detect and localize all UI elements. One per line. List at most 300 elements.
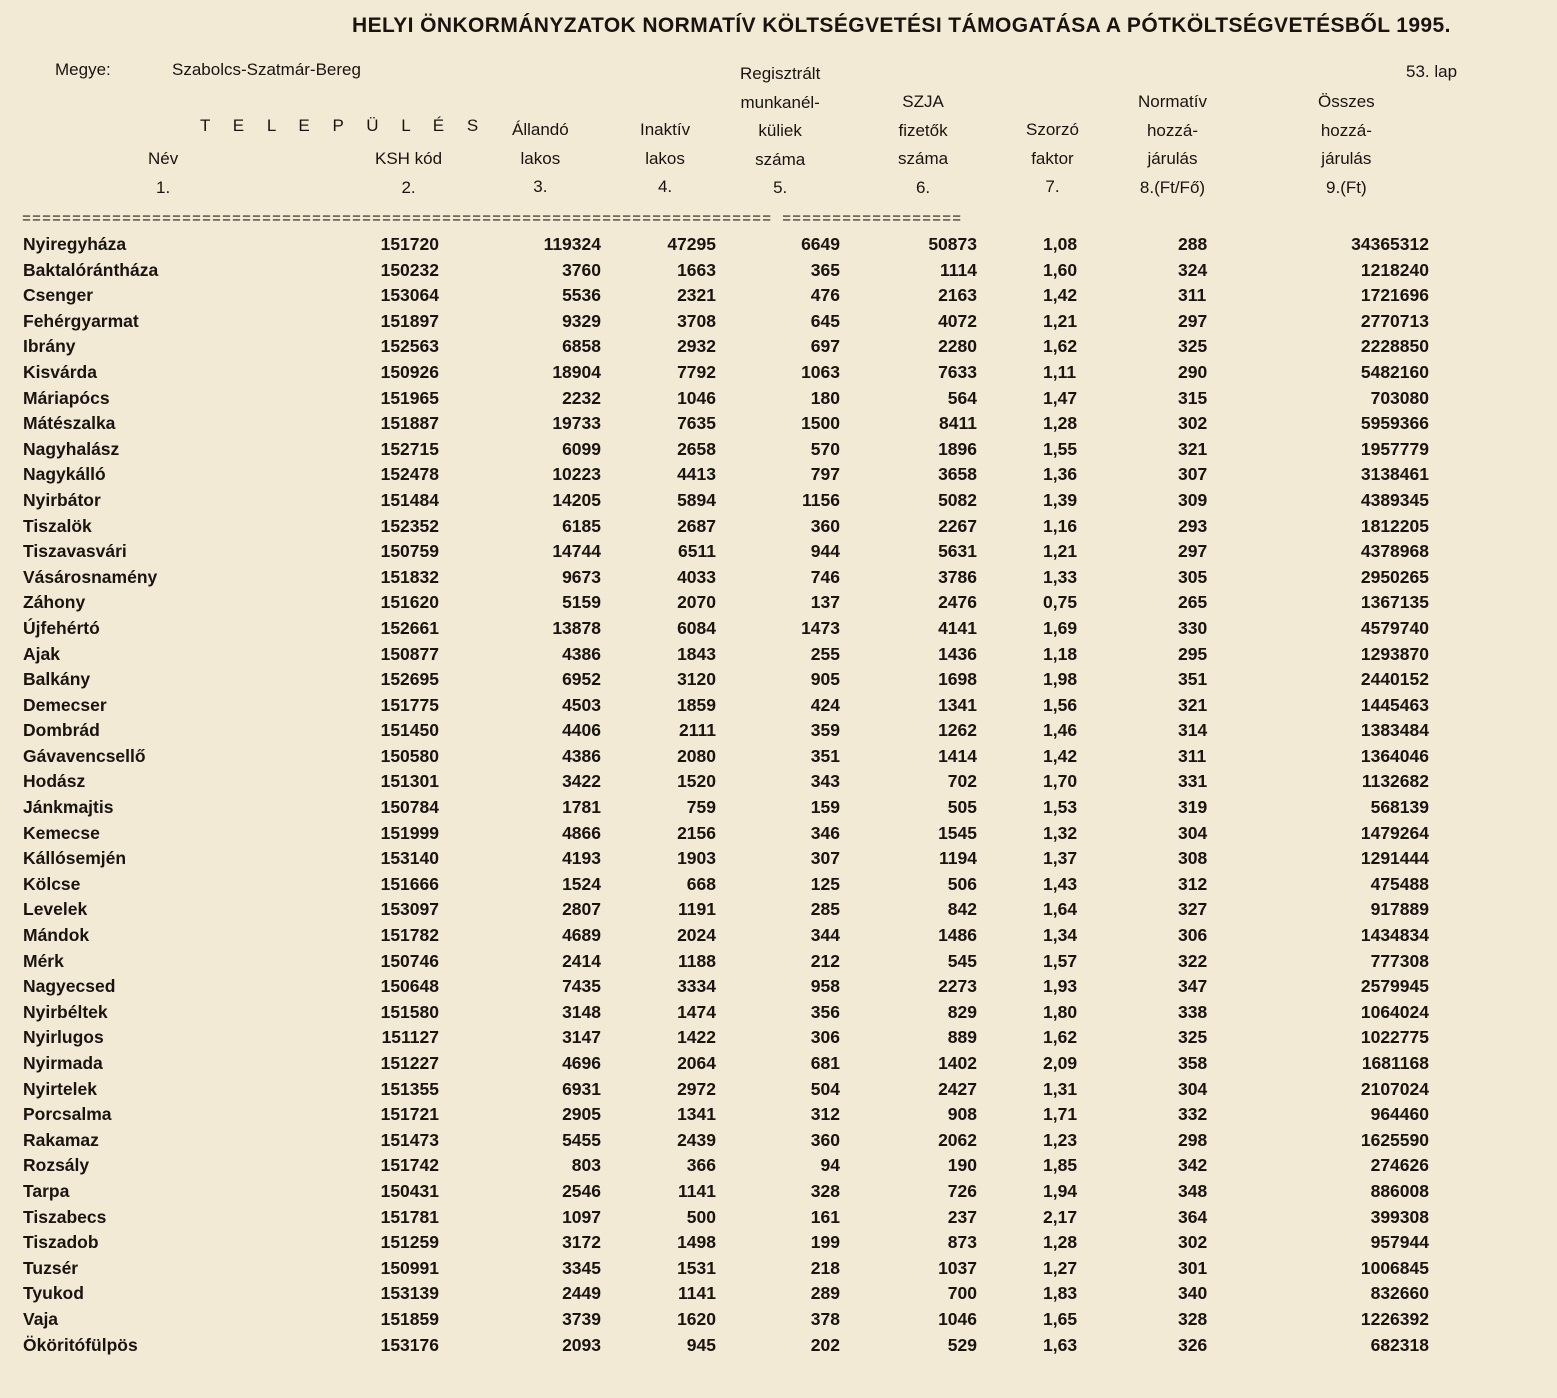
multiplier-factor: 1,62: [1043, 1027, 1078, 1048]
permanent-residents: 2232: [562, 387, 601, 408]
normative-contribution: 327: [1178, 899, 1208, 920]
inactive-residents: 2070: [677, 592, 716, 613]
normative-contribution: 338: [1178, 1001, 1208, 1022]
unemployed-count: 476: [810, 285, 840, 306]
permanent-residents: 4193: [562, 848, 601, 869]
permanent-residents: 4503: [562, 694, 601, 715]
col-header-label: Inaktív: [640, 120, 691, 139]
col-header-label: Normatív: [1138, 92, 1207, 111]
table-row: [0, 616, 1557, 642]
unemployed-count: 212: [810, 950, 840, 971]
unemployed-count: 645: [810, 310, 840, 331]
settlement-name: Jánkmajtis: [23, 797, 114, 818]
szja-payers: 506: [947, 873, 977, 894]
unemployed-count: 1473: [801, 617, 840, 638]
permanent-residents: 6858: [562, 336, 601, 357]
total-contribution: 1434834: [1360, 925, 1429, 946]
settlement-name: Nagyhalász: [23, 438, 120, 459]
total-contribution: 1957779: [1360, 438, 1429, 459]
table-row: [0, 565, 1557, 591]
ksh-code: 151999: [380, 822, 439, 843]
multiplier-factor: 1,36: [1043, 464, 1078, 485]
normative-contribution: 304: [1178, 822, 1208, 843]
multiplier-factor: 1,83: [1043, 1283, 1078, 1304]
settlement-name: Nyirlugos: [23, 1027, 104, 1048]
ksh-code: 152563: [380, 336, 439, 357]
ksh-code: 151301: [380, 771, 439, 792]
permanent-residents: 18904: [552, 361, 601, 382]
multiplier-factor: 1,53: [1043, 797, 1078, 818]
normative-contribution: 308: [1178, 848, 1208, 869]
ksh-code: 151355: [380, 1078, 439, 1099]
szja-payers: 2273: [938, 976, 977, 997]
ksh-code: 151832: [380, 566, 439, 587]
inactive-residents: 3708: [677, 310, 716, 331]
ksh-code: 151127: [381, 1027, 439, 1048]
ksh-code: 151484: [380, 489, 439, 510]
unemployed-count: 180: [810, 387, 840, 408]
table-row: [0, 1230, 1557, 1256]
settlement-name: Baktalórántháza: [23, 259, 159, 280]
normative-contribution: 297: [1178, 310, 1208, 331]
multiplier-factor: 1,47: [1043, 387, 1078, 408]
total-contribution: 1479264: [1360, 822, 1429, 843]
multiplier-factor: 1,43: [1043, 873, 1078, 894]
unemployed-count: 797: [810, 464, 840, 485]
normative-contribution: 324: [1178, 259, 1208, 280]
szja-payers: 3658: [938, 464, 977, 485]
szja-payers: 545: [947, 950, 977, 971]
multiplier-factor: 1,42: [1043, 285, 1078, 306]
szja-payers: 702: [947, 771, 977, 792]
settlement-name: Kemecse: [23, 822, 100, 843]
permanent-residents: 9673: [562, 566, 601, 587]
total-contribution: 4378968: [1360, 541, 1429, 562]
permanent-residents: 3172: [562, 1232, 601, 1253]
szja-payers: 5631: [938, 541, 977, 562]
table-row: [0, 1077, 1557, 1103]
total-contribution: 957944: [1370, 1232, 1429, 1253]
normative-contribution: 348: [1178, 1180, 1208, 1201]
multiplier-factor: 1,11: [1043, 361, 1077, 382]
col-header-label: munkanél-: [740, 92, 820, 112]
inactive-residents: 3120: [677, 669, 716, 690]
ksh-code: 153097: [380, 899, 439, 920]
normative-contribution: 340: [1178, 1283, 1208, 1304]
multiplier-factor: 1,80: [1043, 1001, 1078, 1022]
inactive-residents: 1859: [677, 694, 716, 715]
normative-contribution: 295: [1178, 643, 1208, 664]
county-label: Megye:: [55, 60, 111, 79]
szja-payers: 1414: [938, 745, 977, 766]
inactive-residents: 1188: [678, 950, 716, 971]
col-header-label: Regisztrált: [740, 64, 821, 83]
ksh-code: 151965: [380, 387, 439, 408]
settlement-group-label: T E L E P Ü L É S: [200, 116, 488, 135]
normative-contribution: 290: [1178, 361, 1208, 382]
inactive-residents: 1843: [677, 643, 716, 664]
unemployed-count: 905: [810, 669, 840, 690]
permanent-residents: 3147: [562, 1027, 601, 1048]
unemployed-count: 344: [810, 925, 840, 946]
settlement-name: Dombrád: [23, 720, 100, 741]
table-row: [0, 334, 1557, 360]
szja-payers: 505: [947, 797, 977, 818]
settlement-name: Levelek: [23, 899, 88, 920]
table-row: [0, 411, 1557, 437]
ksh-code: 153176: [380, 1334, 439, 1355]
unemployed-count: 343: [810, 771, 840, 792]
szja-payers: 1698: [938, 669, 977, 690]
total-contribution: 886008: [1370, 1180, 1429, 1201]
inactive-residents: 7792: [677, 361, 716, 382]
unemployed-count: 504: [810, 1078, 840, 1099]
normative-contribution: 325: [1178, 336, 1208, 357]
ksh-code: 150746: [380, 950, 439, 971]
inactive-residents: 500: [686, 1206, 716, 1227]
table-row: [0, 360, 1557, 386]
normative-contribution: 301: [1178, 1257, 1208, 1278]
table-row: [0, 846, 1557, 872]
permanent-residents: 6952: [562, 669, 601, 690]
szja-payers: 1545: [938, 822, 977, 843]
col-header-label: fizetők: [898, 120, 948, 140]
inactive-residents: 2687: [677, 515, 716, 536]
permanent-residents: 1781: [562, 797, 601, 818]
unemployed-count: 289: [810, 1283, 840, 1304]
inactive-residents: 1341: [677, 1104, 716, 1125]
inactive-residents: 6084: [677, 617, 716, 638]
permanent-residents: 9329: [562, 310, 601, 331]
inactive-residents: 1498: [677, 1232, 716, 1253]
unemployed-count: 697: [810, 336, 840, 357]
settlement-name: Tyukod: [23, 1283, 84, 1304]
normative-contribution: 347: [1178, 976, 1208, 997]
permanent-residents: 4406: [562, 720, 601, 741]
table-row: [0, 744, 1557, 770]
szja-payers: 1341: [938, 694, 977, 715]
normative-contribution: 297: [1178, 541, 1208, 562]
normative-contribution: 342: [1178, 1155, 1208, 1176]
normative-contribution: 319: [1178, 797, 1208, 818]
col-header-number: 3.: [533, 177, 548, 196]
inactive-residents: 759: [686, 797, 716, 818]
szja-payers: 5082: [938, 489, 977, 510]
col-header-label: száma: [755, 149, 806, 169]
ksh-code: 150232: [380, 259, 439, 280]
table-row: [0, 462, 1557, 488]
settlement-name: Máriapócs: [23, 387, 110, 408]
col-header-label: SZJA: [902, 92, 944, 111]
permanent-residents: 3739: [562, 1308, 601, 1329]
szja-payers: 2163: [938, 285, 977, 306]
col-header-number: 5.: [773, 178, 788, 197]
ksh-code: 153064: [380, 285, 439, 306]
page-number: 53. lap: [1406, 62, 1458, 81]
unemployed-count: 958: [810, 976, 840, 997]
szja-payers: 1486: [938, 925, 977, 946]
inactive-residents: 2024: [677, 925, 716, 946]
normative-contribution: 304: [1178, 1078, 1208, 1099]
multiplier-factor: 1,28: [1043, 1232, 1078, 1253]
settlement-name: Tiszabecs: [23, 1206, 107, 1227]
ksh-code: 152352: [380, 515, 439, 536]
ksh-code: 151781: [380, 1206, 439, 1227]
table-row: [0, 488, 1557, 514]
settlement-name: Újfehértó: [23, 617, 100, 638]
total-contribution: 2950265: [1360, 566, 1429, 587]
normative-contribution: 331: [1178, 771, 1208, 792]
permanent-residents: 5159: [562, 592, 601, 613]
total-contribution: 2228850: [1360, 336, 1429, 357]
col-header-permanent: [512, 116, 569, 202]
unemployed-count: 125: [810, 873, 840, 894]
multiplier-factor: 1,70: [1043, 771, 1078, 792]
inactive-residents: 366: [686, 1155, 716, 1176]
settlement-name: Kállósemjén: [23, 848, 127, 869]
inactive-residents: 1046: [677, 387, 716, 408]
inactive-residents: 1620: [677, 1308, 716, 1329]
settlement-name: Tiszavasvári: [23, 541, 127, 562]
unemployed-count: 1063: [801, 361, 840, 382]
szja-payers: 3786: [938, 566, 977, 587]
normative-contribution: 265: [1178, 592, 1208, 613]
table-row: [0, 1000, 1557, 1026]
table-row: [0, 232, 1557, 258]
szja-payers: 829: [947, 1001, 977, 1022]
normative-contribution: 305: [1178, 566, 1208, 587]
unemployed-count: 351: [810, 745, 840, 766]
multiplier-factor: 1,46: [1043, 720, 1078, 741]
settlement-name: Nagykálló: [23, 464, 106, 485]
inactive-residents: 6511: [678, 541, 716, 562]
szja-payers: 7633: [938, 361, 977, 382]
total-contribution: 1006845: [1360, 1257, 1429, 1278]
szja-payers: 700: [947, 1283, 977, 1304]
permanent-residents: 3148: [562, 1001, 601, 1022]
table-row: [0, 258, 1557, 284]
permanent-residents: 2414: [562, 950, 601, 971]
normative-contribution: 298: [1178, 1129, 1208, 1150]
ksh-code: 151721: [380, 1104, 439, 1125]
ksh-code: 151782: [380, 925, 439, 946]
multiplier-factor: 2,09: [1043, 1053, 1078, 1073]
normative-contribution: 309: [1178, 489, 1208, 510]
permanent-residents: 4386: [562, 745, 601, 766]
col-header-number: 9.(Ft): [1326, 177, 1367, 197]
settlement-name: Nyiregyháza: [23, 234, 127, 254]
ksh-code: 151897: [380, 310, 439, 331]
szja-payers: 889: [947, 1027, 977, 1048]
permanent-residents: 119324: [543, 234, 601, 254]
multiplier-factor: 1,42: [1043, 745, 1078, 766]
normative-contribution: 315: [1178, 387, 1208, 408]
multiplier-factor: 1,71: [1043, 1104, 1078, 1125]
normative-contribution: 306: [1178, 925, 1208, 946]
normative-contribution: 311: [1178, 285, 1207, 306]
szja-payers: 2267: [938, 515, 977, 536]
total-contribution: 5959366: [1360, 413, 1429, 434]
permanent-residents: 6099: [562, 438, 601, 459]
table-row: [0, 872, 1557, 898]
table-row: [0, 795, 1557, 821]
settlement-name: Tarpa: [23, 1180, 70, 1201]
settlement-name: Nyirmada: [23, 1053, 103, 1073]
ksh-code: 150877: [380, 643, 439, 664]
unemployed-count: 360: [810, 1129, 840, 1150]
permanent-residents: 14205: [552, 489, 601, 510]
settlement-name: Kölcse: [23, 873, 81, 894]
total-contribution: 1022775: [1360, 1027, 1429, 1048]
table-row: [0, 1333, 1557, 1359]
multiplier-factor: 1,60: [1043, 259, 1078, 280]
inactive-residents: 1520: [677, 771, 716, 792]
unemployed-count: 346: [810, 822, 840, 843]
total-contribution: 2770713: [1360, 310, 1429, 331]
settlement-name: Ajak: [23, 643, 60, 664]
settlement-name: Tiszalök: [23, 515, 92, 536]
settlement-name: Ibrány: [23, 336, 76, 357]
page-title: HELYI ÖNKORMÁNYZATOK NORMATÍV KÖLTSÉGVETÉSI TÁMOGATÁSA A PÓTKÖLTSÉGVETÉSBŐL 1995.: [352, 14, 1451, 37]
permanent-residents: 3422: [562, 771, 601, 792]
normative-contribution: 312: [1178, 873, 1208, 894]
header-separator: =========================================================================== ==================: [22, 211, 963, 228]
permanent-residents: 6931: [562, 1078, 601, 1099]
table-row: [0, 923, 1557, 949]
ksh-code: 152661: [380, 617, 439, 638]
unemployed-count: 6649: [801, 234, 840, 254]
permanent-residents: 3345: [562, 1257, 601, 1278]
total-contribution: 1132682: [1361, 771, 1429, 792]
inactive-residents: 2080: [677, 745, 716, 766]
permanent-residents: 5536: [562, 285, 601, 306]
table-row: [0, 1153, 1557, 1179]
ksh-code: 152695: [380, 669, 439, 690]
total-contribution: 1681168: [1361, 1053, 1429, 1073]
table-row: [0, 514, 1557, 540]
total-contribution: 832660: [1370, 1283, 1429, 1304]
ksh-code: 151742: [380, 1155, 439, 1176]
szja-payers: 2476: [938, 592, 977, 613]
total-contribution: 399308: [1370, 1206, 1429, 1227]
total-contribution: 2440152: [1360, 669, 1429, 690]
unemployed-count: 944: [810, 541, 840, 562]
unemployed-count: 255: [810, 643, 840, 664]
unemployed-count: 137: [810, 592, 840, 613]
unemployed-count: 218: [810, 1257, 840, 1278]
inactive-residents: 2156: [677, 822, 716, 843]
table-row: [0, 693, 1557, 719]
inactive-residents: 2932: [677, 336, 716, 357]
normative-contribution: 364: [1178, 1206, 1208, 1227]
szja-payers: 529: [947, 1334, 977, 1355]
multiplier-factor: 1,57: [1043, 950, 1078, 971]
settlement-name: Rakamaz: [23, 1129, 99, 1150]
county-value: Szabolcs-Szatmár-Bereg: [172, 60, 361, 79]
szja-payers: 2062: [938, 1129, 977, 1150]
total-contribution: 703080: [1370, 387, 1429, 408]
permanent-residents: 5455: [562, 1129, 601, 1150]
table-row: [0, 949, 1557, 975]
szja-payers: 1194: [939, 848, 977, 869]
permanent-residents: 1097: [562, 1206, 601, 1227]
col-header-number: 8.(Ft/Fő): [1139, 177, 1206, 197]
multiplier-factor: 1,56: [1043, 694, 1078, 715]
total-contribution: 5482160: [1360, 361, 1429, 382]
total-contribution: 1226392: [1360, 1308, 1429, 1329]
normative-contribution: 321: [1178, 438, 1208, 459]
col-header-number: 4.: [657, 177, 673, 196]
table-row: [0, 539, 1557, 565]
ksh-code: 151887: [380, 413, 439, 434]
total-contribution: 1721696: [1360, 285, 1429, 306]
szja-payers: 1896: [938, 438, 977, 459]
total-contribution: 1445463: [1360, 694, 1429, 715]
multiplier-factor: 1,55: [1043, 438, 1078, 459]
total-contribution: 1812205: [1360, 515, 1429, 536]
multiplier-factor: 1,69: [1043, 617, 1078, 638]
col-header-number: 7.: [1045, 177, 1060, 196]
total-contribution: 4389345: [1360, 489, 1429, 510]
normative-contribution: 326: [1178, 1334, 1208, 1355]
permanent-residents: 7435: [562, 976, 601, 997]
szja-payers: 908: [947, 1104, 977, 1125]
ksh-code: 153140: [380, 848, 439, 869]
table-row: [0, 386, 1557, 412]
permanent-residents: 2905: [562, 1104, 601, 1125]
ksh-code: 151775: [380, 694, 439, 715]
table-row: [0, 667, 1557, 693]
inactive-residents: 1141: [678, 1180, 716, 1201]
ksh-code: 151227: [380, 1053, 439, 1073]
inactive-residents: 945: [686, 1334, 716, 1355]
permanent-residents: 6185: [562, 515, 601, 536]
inactive-residents: 1474: [677, 1001, 716, 1022]
multiplier-factor: 1,23: [1043, 1129, 1078, 1150]
settlement-name: Csenger: [23, 285, 94, 306]
multiplier-factor: 1,32: [1043, 822, 1078, 843]
szja-payers: 2427: [938, 1078, 977, 1099]
szja-payers: 1114: [940, 259, 977, 280]
unemployed-count: 424: [810, 694, 840, 715]
col-header-label: járulás: [1147, 149, 1198, 168]
permanent-residents: 19733: [552, 413, 601, 434]
szja-payers: 1262: [938, 720, 977, 741]
multiplier-factor: 1,98: [1043, 669, 1078, 690]
inactive-residents: 7635: [677, 413, 716, 434]
col-header-szja: [898, 88, 948, 202]
table-row: [0, 897, 1557, 923]
unemployed-count: 378: [810, 1308, 840, 1329]
table-row: [0, 1281, 1557, 1307]
unemployed-count: 159: [810, 797, 840, 818]
col-header-ksh: [375, 145, 442, 202]
ksh-code: 150648: [380, 976, 439, 997]
total-contribution: 274626: [1370, 1155, 1429, 1176]
ksh-code: 150991: [380, 1257, 439, 1278]
inactive-residents: 1141: [678, 1283, 716, 1304]
total-contribution: 1367135: [1360, 592, 1429, 613]
col-header-label: küliek: [758, 121, 802, 140]
multiplier-factor: 1,39: [1043, 489, 1078, 510]
szja-payers: 1046: [938, 1308, 977, 1329]
total-contribution: 1291444: [1360, 848, 1429, 869]
normative-contribution: 288: [1178, 234, 1208, 254]
ksh-code: 151720: [380, 234, 439, 254]
permanent-residents: 2546: [562, 1180, 601, 1201]
unemployed-count: 1500: [801, 413, 840, 434]
inactive-residents: 1191: [678, 899, 716, 920]
